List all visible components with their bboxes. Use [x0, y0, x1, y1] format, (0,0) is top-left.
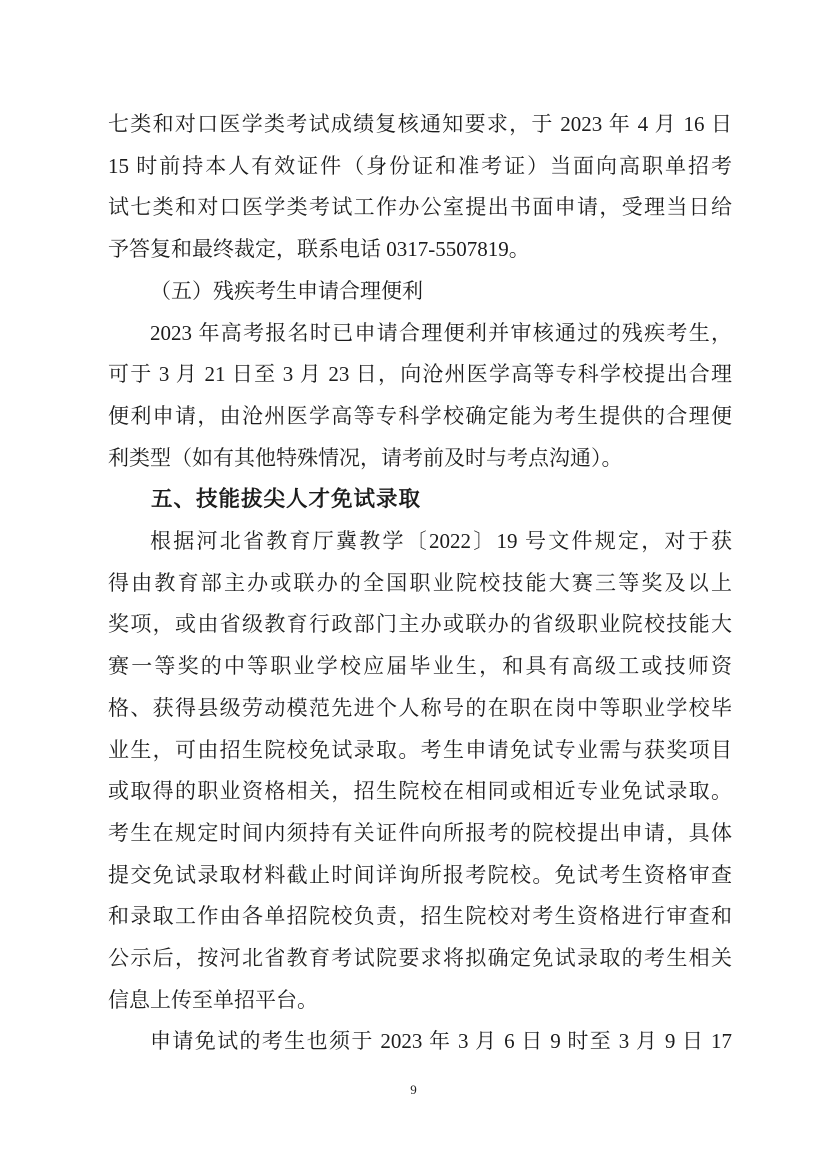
text-line: 奖项，或由省级教育行政部门主办或联办的省级职业院校技能大 [108, 612, 732, 637]
document-body [108, 104, 732, 1063]
text-line: 公示后，按河北省教育考试院要求将拟确定免试录取的考生相关 [108, 946, 732, 971]
text-line: 可于 3 月 21 日至 3 月 23 日，向沧州医学高等专科学校提出合理 [108, 362, 732, 387]
text-line: 格、获得县级劳动模范先进个人称号的在职在岗中等职业学校毕 [108, 695, 732, 720]
text-line: 考生在规定时间内须持有关证件向所报考的院校提出申请，具体 [108, 820, 732, 845]
text-line: 得由教育部主办或联办的全国职业院校技能大赛三等奖及以上 [108, 570, 732, 595]
text-line: 业生，可由招生院校免试录取。考生申请免试专业需与获奖项目 [108, 737, 732, 762]
text-line: 和录取工作由各单招院校负责，招生院校对考生资格进行审查和 [108, 904, 732, 929]
text-line: 根据河北省教育厅冀教学〔2022〕19 号文件规定，对于获 [150, 529, 732, 554]
text-line: 予答复和最终裁定，联系电话 0317-5507819。 [108, 237, 530, 262]
text-line: 2023 年高考报名时已申请合理便利并审核通过的残疾考生， [150, 320, 732, 345]
text-line: 申请免试的考生也须于 2023 年 3 月 6 日 9 时至 3 月 9 日 17 [150, 1029, 732, 1054]
text-line: 七类和对口医学类考试成绩复核通知要求，于 2023 年 4 月 16 日 [108, 112, 732, 136]
text-line: （五）残疾考生申请合理便利 [150, 278, 423, 303]
text-line: 提交免试录取材料截止时间详询所报考院校。免试考生资格审查 [108, 862, 732, 887]
text-line: 试七类和对口医学类考试工作办公室提出书面申请，受理当日给 [108, 195, 732, 220]
text-line: 便利申请，由沧州医学高等专科学校确定能为考生提供的合理便 [108, 403, 732, 428]
page-number: 9 [410, 1082, 417, 1097]
text-line: 信息上传至单招平台。 [108, 987, 318, 1012]
text-line: 15 时前持本人有效证件（身份证和准考证）当面向高职单招考 [108, 153, 732, 178]
section-heading: 五、技能拔尖人才免试录取 [151, 487, 422, 512]
text-line: 或取得的职业资格相关，招生院校在相同或相近专业免试录取。 [108, 779, 732, 804]
text-line: 赛一等奖的中等职业学校应届毕业生，和具有高级工或技师资 [108, 654, 732, 679]
text-line: 利类型（如有其他特殊情况，请考前及时与考点沟通）。 [108, 445, 623, 470]
